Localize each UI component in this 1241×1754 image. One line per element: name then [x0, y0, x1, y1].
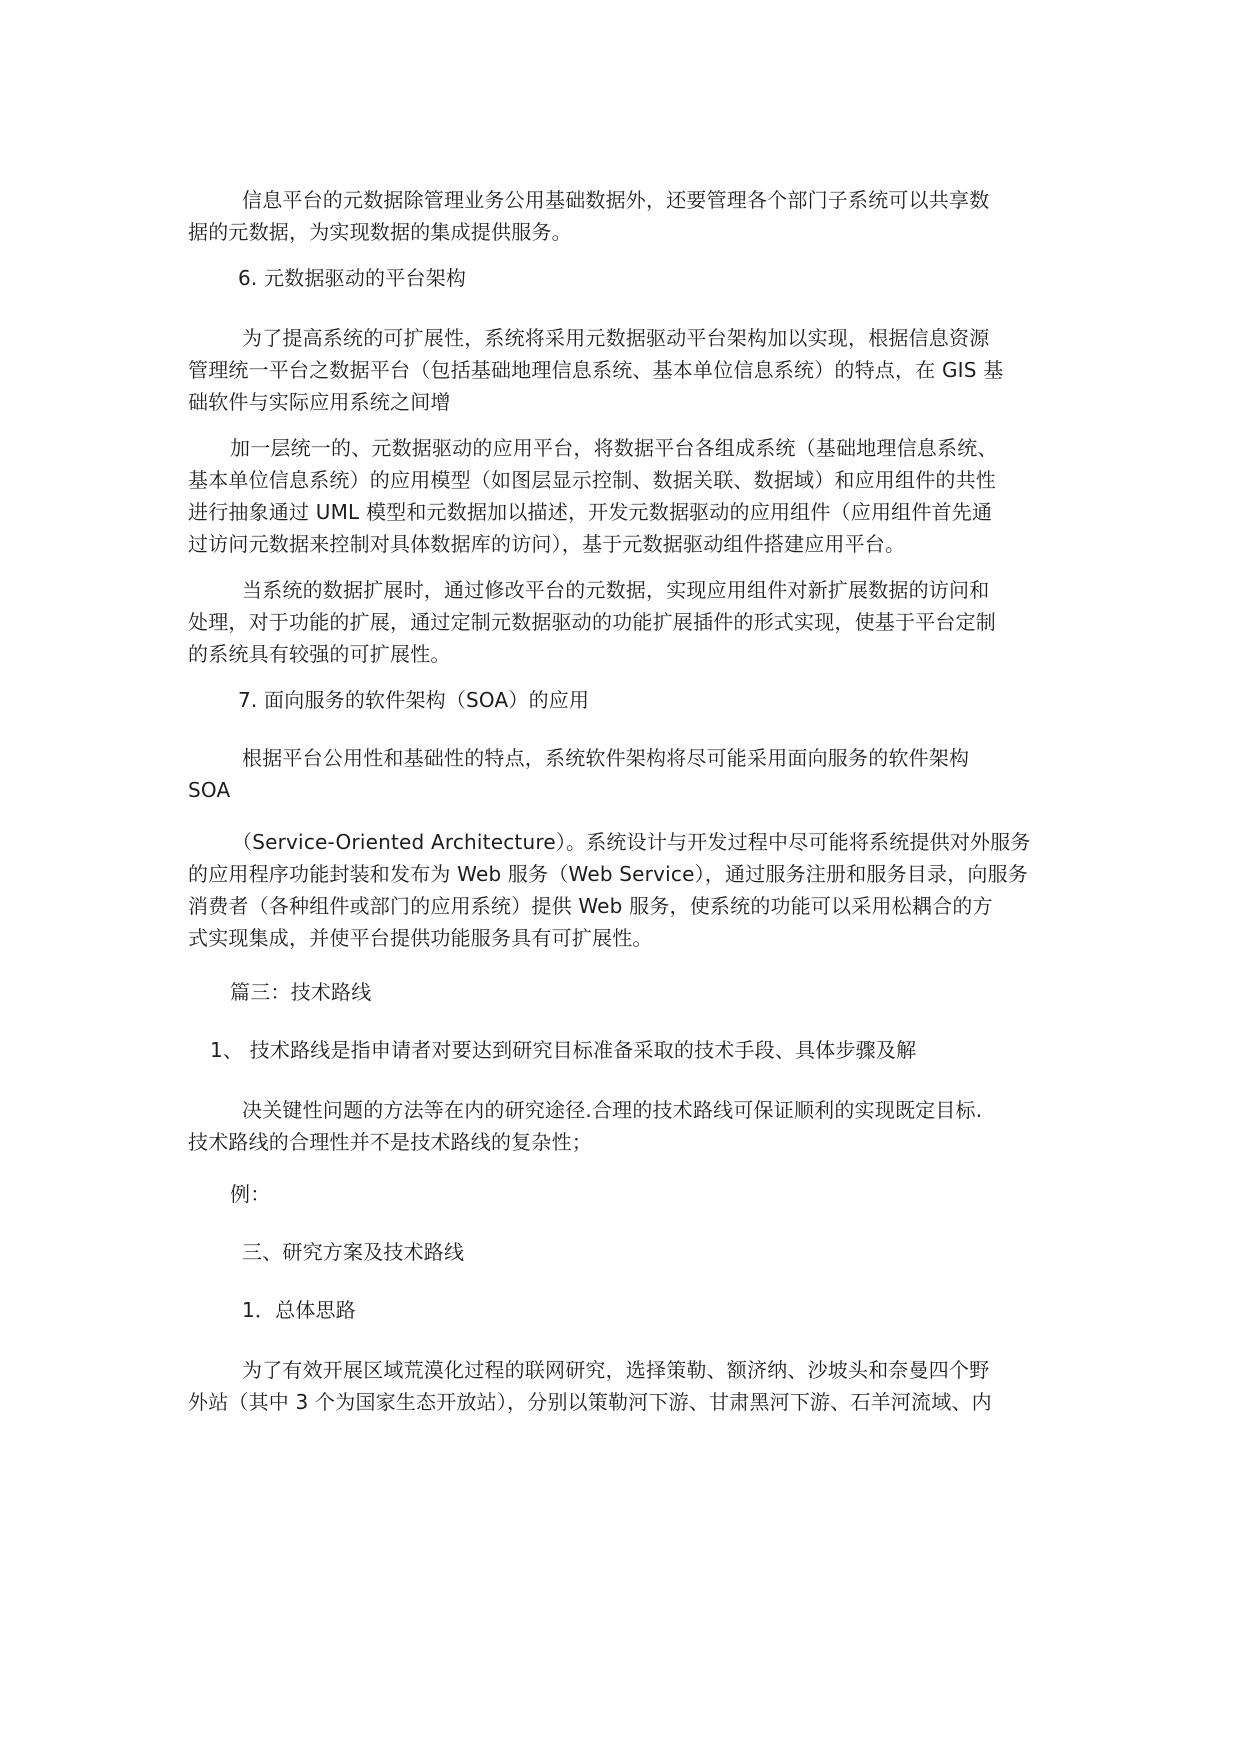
text-line: 根据平台公用性和基础性的特点，系统软件架构将尽可能采用面向服务的软件架构 — [242, 746, 970, 770]
text-line: 决关键性问题的方法等在内的研究途径.合理的技术路线可保证顺利的实现既定目标. — [242, 1098, 983, 1122]
text-line: （Service-Oriented Architecture）。系统设计与开发过程中尽可能将系统提供对外服务 — [232, 830, 1031, 854]
text-line: 据的元数据，为实现数据的集成提供服务。 — [188, 220, 572, 244]
text-line: 的系统具有较强的可扩展性。 — [188, 642, 451, 666]
paragraph-soa-web-service — [188, 826, 1048, 954]
text-line: 管理统一平台之数据平台（包括基础地理信息系统、基本单位信息系统）的特点，在 GIS 基 — [188, 358, 1004, 382]
text-line: 础软件与实际应用系统之间增 — [188, 390, 451, 414]
text-line: 加一层统一的、元数据驱动的应用平台，将数据平台各组成系统（基础地理信息系统、 — [230, 436, 998, 460]
text-line: 篇三：技术路线 — [230, 980, 372, 1004]
text-line: 的应用程序功能封装和发布为 Web 服务（Web Service），通过服务注册和服务目录，向服务 — [188, 862, 1028, 886]
paragraph-soa-intro — [188, 742, 1048, 806]
text-line: 1、 技术路线是指申请者对要达到研究目标准备采取的技术手段、具体步骤及解 — [210, 1038, 917, 1062]
paragraph-application-platform — [188, 432, 1048, 560]
list-item-1 — [188, 1034, 1048, 1066]
text-line: 信息平台的元数据除管理业务公用基础数据外，还要管理各个部门子系统可以共享数 — [242, 188, 990, 212]
paragraph-example — [188, 1178, 1048, 1210]
text-line: 为了有效开展区域荒漠化过程的联网研究，选择策勒、额济纳、沙坡头和奈曼四个野 — [242, 1358, 990, 1382]
paragraph-extensibility — [188, 322, 1048, 418]
text-line: 6. 元数据驱动的平台架构 — [238, 266, 467, 290]
paragraph-data-extension — [188, 574, 1048, 670]
heading-overall-idea — [188, 1294, 1048, 1326]
text-line: 进行抽象通过 UML 模型和元数据加以描述，开发元数据驱动的应用组件（应用组件首先通 — [188, 500, 993, 524]
text-line: 例： — [230, 1182, 271, 1206]
text-line: 为了提高系统的可扩展性，系统将采用元数据驱动平台架构加以实现，根据信息资源 — [242, 326, 990, 350]
heading-section-7 — [188, 684, 1048, 716]
text-line: 当系统的数据扩展时，通过修改平台的元数据，实现应用组件对新扩展数据的访问和 — [242, 578, 990, 602]
text-line: 技术路线的合理性并不是技术路线的复杂性； — [188, 1130, 592, 1154]
text-line: 7. 面向服务的软件架构（SOA）的应用 — [238, 688, 590, 712]
heading-section-3 — [188, 1236, 1048, 1268]
text-line: 基本单位信息系统）的应用模型（如图层显示控制、数据关联、数据域）和应用组件的共性 — [188, 468, 996, 492]
text-line: 外站（其中 3 个为国家生态开放站），分别以策勒河下游、甘肃黑河下游、石羊河流域、内 — [188, 1390, 992, 1414]
text-line: 过访问元数据来控制对具体数据库的访问），基于元数据驱动组件搭建应用平台。 — [188, 532, 906, 556]
text-line: 处理，对于功能的扩展，通过定制元数据驱动的功能扩展插件的形式实现，使基于平台定制 — [188, 610, 996, 634]
paragraph-technical-route — [188, 1094, 1048, 1158]
text-line: SOA — [188, 778, 231, 802]
text-line: 三、研究方案及技术路线 — [242, 1240, 465, 1264]
paragraph-metadata-management — [188, 184, 1048, 248]
heading-part-3 — [188, 976, 1048, 1008]
heading-section-6 — [188, 262, 1048, 294]
text-line: 消费者（各种组件或部门的应用系统）提供 Web 服务，使系统的功能可以采用松耦合的方 — [188, 894, 993, 918]
text-line: 1．总体思路 — [242, 1298, 356, 1322]
paragraph-desertification-research — [188, 1354, 1048, 1418]
text-line: 式实现集成，并使平台提供功能服务具有可扩展性。 — [188, 926, 653, 950]
